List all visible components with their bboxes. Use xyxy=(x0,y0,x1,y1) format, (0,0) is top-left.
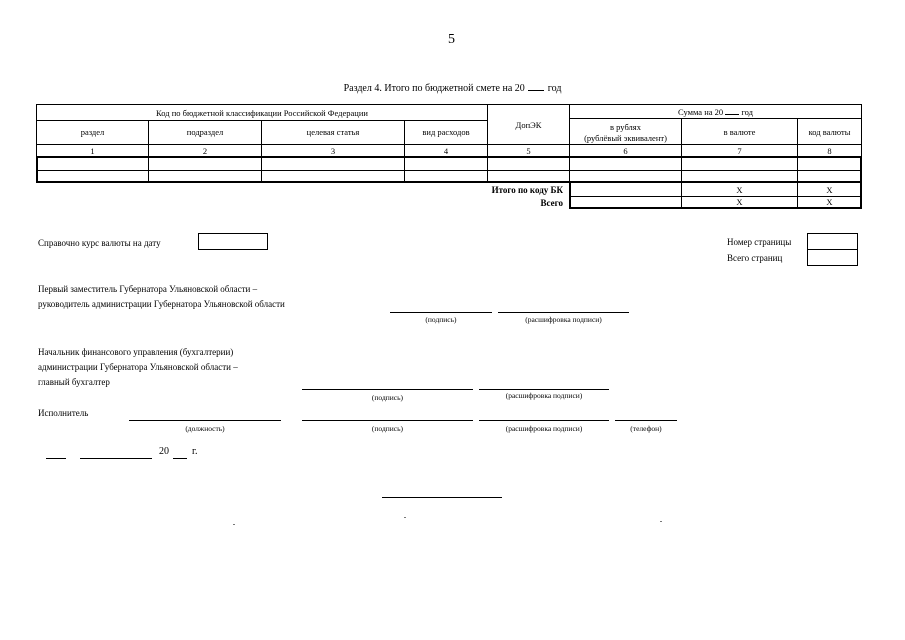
signatory2-line3: главный бухгалтер xyxy=(38,377,110,387)
total-pages-field[interactable] xyxy=(807,249,858,266)
scan-speck xyxy=(233,524,235,525)
col-razdel: раздел xyxy=(80,127,105,137)
executor-phone-line xyxy=(615,420,677,421)
col-currency-code: код валюты xyxy=(808,127,851,137)
sum-group-header-text: Сумма на 20 xyxy=(678,107,724,117)
signatory2-line2: администрации Губернатора Ульяновской области – xyxy=(38,362,238,372)
sum-year-blank xyxy=(725,106,739,115)
date-year-suffix: г. xyxy=(192,446,198,457)
page-number-field[interactable] xyxy=(807,233,858,249)
signatory1-line1: Первый заместитель Губернатора Ульяновской области – xyxy=(38,284,258,294)
page-number-label: Номер страницы xyxy=(727,237,792,247)
x-mark-code-total-by-code: Х xyxy=(826,185,833,195)
signatory2-decoding-caption: (расшифровка подписи) xyxy=(505,391,583,400)
signatory1-line2: руководитель администрации Губернатора Ульяновской области xyxy=(38,299,285,309)
executor-decoding-line xyxy=(479,420,609,421)
signatory1-signature-caption: (подпись) xyxy=(425,315,457,324)
rate-label: Справочно курс валюты на дату xyxy=(38,238,161,248)
executor-position-caption: (должность) xyxy=(185,424,225,433)
page-number: 5 xyxy=(448,32,455,47)
total-pages-label: Всего страниц xyxy=(727,253,783,263)
col-podrazdel: подраздел xyxy=(186,127,224,137)
col-number-1: 1 xyxy=(90,146,95,156)
sum-group-header xyxy=(570,106,861,117)
executor-phone-caption: (телефон) xyxy=(630,424,662,433)
executor-label: Исполнитель xyxy=(38,408,89,418)
signatory2-signature-caption: (подпись) xyxy=(371,393,404,402)
rate-date-field[interactable] xyxy=(198,233,268,250)
section-title-text: Раздел 4. Итого по бюджетной смете на 20 xyxy=(343,83,525,94)
col-currency: в валюте xyxy=(723,127,756,137)
footer-line xyxy=(382,497,502,498)
scan-speck xyxy=(404,517,406,518)
signatory2-line1: Начальник финансового управления (бухгалтерии) xyxy=(38,347,234,357)
col-rub-line1: в рублях xyxy=(610,122,641,132)
col-rub-line2: (рублёвый эквивалент) xyxy=(584,133,667,143)
bk-group-header: Код по бюджетной классификации Российской Федерации xyxy=(156,108,368,118)
date-year-prefix: 20 xyxy=(159,446,169,457)
x-mark-code-total: Х xyxy=(826,197,833,207)
signatory1-decoding-line xyxy=(498,312,629,313)
col-vid-rashodov: вид расходов xyxy=(422,127,470,137)
section-title-year: год xyxy=(547,83,562,94)
data-rows-frame xyxy=(37,157,861,182)
col-number-2: 2 xyxy=(202,146,208,156)
executor-signature-caption: (подпись) xyxy=(371,424,404,433)
col-dopek: ДопЭК xyxy=(515,120,542,130)
col-celevaya-statya: целевая статья xyxy=(306,127,360,137)
executor-position-line xyxy=(129,420,281,421)
scan-speck xyxy=(660,521,662,522)
total-by-code-label: Итого по коду БК xyxy=(491,185,563,195)
date-day-line xyxy=(46,458,66,459)
col-number-8: 8 xyxy=(827,146,832,156)
x-mark-currency-total: Х xyxy=(736,197,743,207)
total-label: Всего xyxy=(540,198,563,208)
date-month-line xyxy=(80,458,152,459)
signatory2-decoding-line xyxy=(479,389,609,390)
sum-group-header-year: год xyxy=(741,107,753,117)
col-number-5: 5 xyxy=(526,146,531,156)
date-year-line xyxy=(173,458,187,459)
executor-decoding-caption: (расшифровка подписи) xyxy=(505,424,583,433)
x-mark-currency-total-by-code: Х xyxy=(736,185,743,195)
signatory1-signature-line xyxy=(390,312,492,313)
col-number-3: 3 xyxy=(330,146,336,156)
col-number-6: 6 xyxy=(623,146,628,156)
col-number-4: 4 xyxy=(443,146,449,156)
col-number-7: 7 xyxy=(737,146,742,156)
executor-signature-line xyxy=(302,420,473,421)
signatory1-decoding-caption: (расшифровка подписи) xyxy=(525,315,602,324)
signatory2-signature-line xyxy=(302,389,473,390)
